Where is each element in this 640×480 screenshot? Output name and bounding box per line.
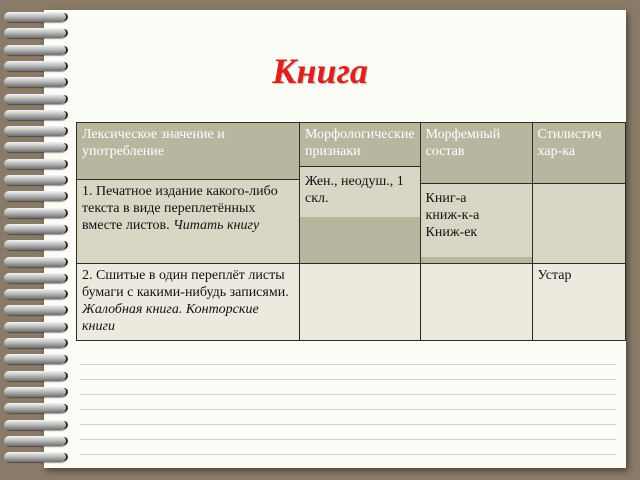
morpheme-line: книж-к-а [425,208,480,223]
spiral-ring [4,387,66,397]
cell-morph-2 [300,264,421,341]
meaning-text: 1. Печатное издание какого-либо текста в виде переплетённых вместе листов. [82,184,278,234]
spiral-ring [4,208,66,218]
header-morpheme: Морфемный состав [425,127,501,159]
spiral-ring [4,224,66,234]
spiral-ring [4,452,66,462]
spiral-ring [4,436,66,446]
spiral-ring [4,338,66,348]
cell-morpheme-2 [420,264,532,341]
cell-style-1 [533,183,625,263]
spiral-ring [4,371,66,381]
table-row [77,264,626,341]
spiral-ring [4,142,66,152]
ruled-lines [80,350,616,460]
header-meaning: Лексическое значение и употребление [77,123,300,180]
cell-style-2: Устар [532,264,625,341]
spiral-ring [4,175,66,185]
spiral-ring [4,420,66,430]
morpheme-line: Книг-а [425,191,467,206]
lexical-table [76,122,626,341]
spiral-ring [4,289,66,299]
spiral-ring [4,240,66,250]
spiral-ring [4,354,66,364]
spiral-ring [4,273,66,283]
table-header-row [77,123,626,180]
spiral-ring [4,94,66,104]
spiral-ring [4,305,66,315]
spiral-ring [4,191,66,201]
spiral-ring [4,403,66,413]
spiral-ring [4,159,66,169]
usage-example: Жалобная книга. Конторские книги [82,302,259,334]
spiral-ring [4,28,66,38]
cell-meaning-1 [77,180,300,264]
spiral-ring [4,126,66,136]
header-morph-cell [300,123,421,264]
usage-example: Читать книгу [173,218,260,234]
cell-morph-1: Жен., неодуш., 1 скл. [300,166,420,217]
meaning-text: 2. Сшитые в один переплёт листы бумаги с какими-нибудь записями. [82,268,289,300]
spiral-ring [4,257,66,267]
spiral-ring [4,110,66,120]
header-style: Стилистич хар-ка [537,127,602,159]
header-style-cell [532,123,625,264]
spiral-ring [4,322,66,332]
cell-morpheme-1 [421,183,532,257]
cell-meaning-2 [77,264,300,341]
header-morph: Морфологические признаки [305,127,415,159]
header-morpheme-cell [420,123,532,264]
morpheme-line: Книж-ек [425,225,478,240]
page-title: Книга [272,51,368,91]
spiral-ring [4,12,66,22]
